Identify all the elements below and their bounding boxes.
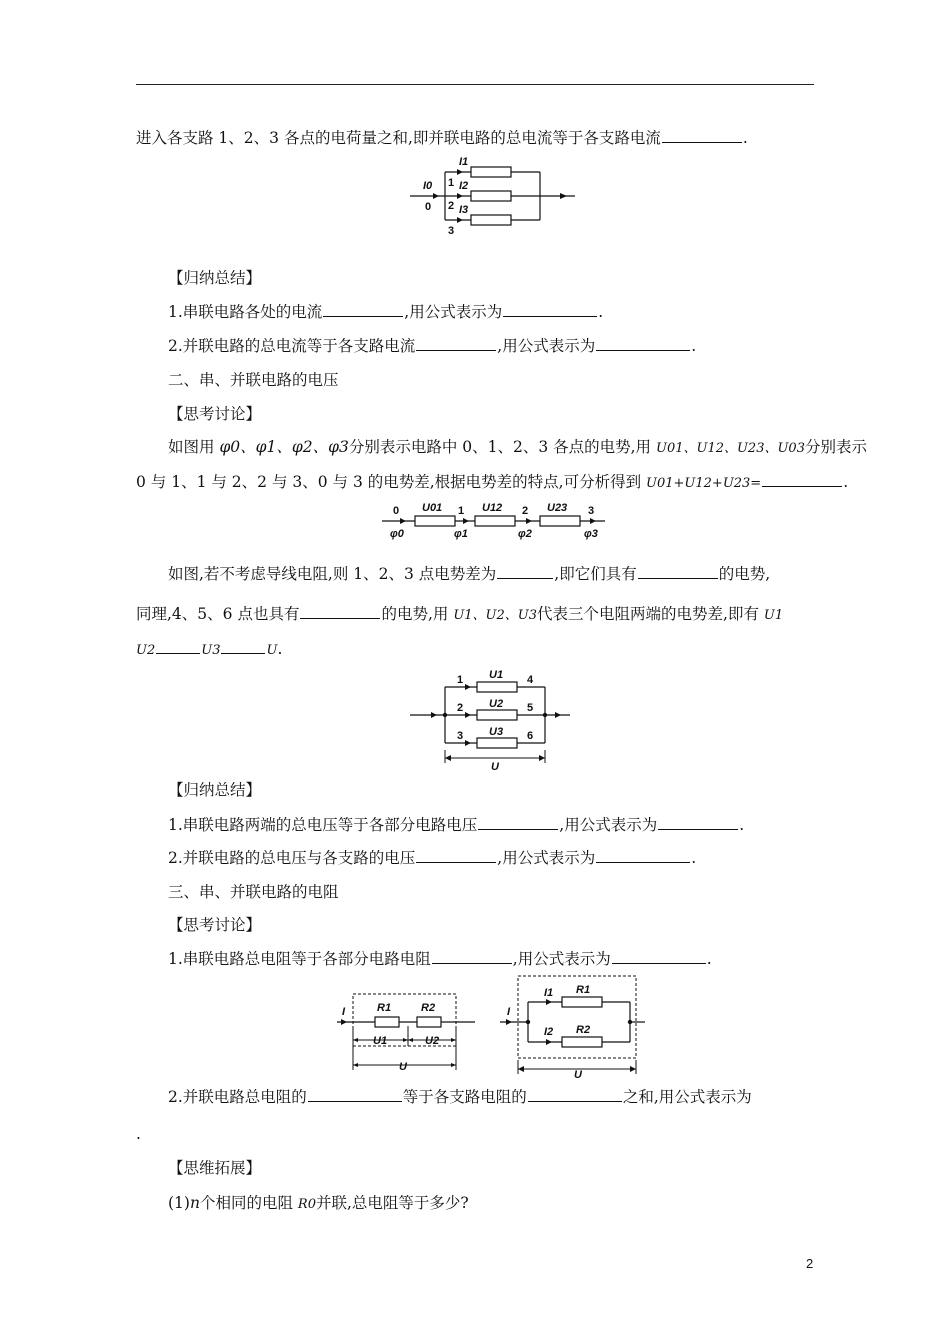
text: 如图,若不考虑导线电阻,则 1、2、3 点电势差为 [168,565,497,583]
node-3: 3 [457,730,464,742]
label-u3: U3 [489,726,504,738]
node-1: 1 [458,505,465,517]
node-2: 2 [522,505,529,517]
text: ,用公式表示为 [512,950,611,968]
text: . [691,337,697,355]
text: φ0、φ1、φ2、φ3 [219,438,349,456]
section-title-resistance: 三、串、并联电路的电阻 [168,883,339,901]
text: U2 [136,643,156,658]
node-6: 6 [527,730,534,742]
answer-blank[interactable] [497,564,553,579]
text: n [189,1194,200,1212]
extension-question-1 [168,1193,469,1215]
label-i2: I2 [544,1026,554,1038]
node-0: 0 [393,505,400,517]
node-3: 3 [448,225,455,237]
label-phi1: φ1 [454,528,468,540]
text: 同理,4、5、6 点也具有 [136,605,300,623]
text: 0 与 1、1 与 2、2 与 3、0 与 3 的电势差,根据电势差的特点,可分析得到 [136,473,642,491]
label-i1: I1 [544,987,554,999]
label-r1: R1 [576,984,591,996]
text: U1、U2、U3 [453,608,538,623]
node-2: 2 [457,702,464,714]
parallel-current-diagram [405,150,585,240]
text: 分别表示电路中 0、1、2、3 各点的电势,用 [348,438,652,456]
paragraph-parallel-voltage-1 [168,564,770,584]
text: 的电势, [718,565,771,583]
text: ,用公式表示为 [559,816,658,834]
text: . [277,640,283,658]
paragraph-potential-1 [168,437,867,459]
text: 分别表示 [804,438,867,456]
page-number: 2 [806,1256,814,1271]
text: R0 [297,1197,316,1212]
paragraph-parallel-voltage-3 [136,639,282,661]
label-u: U [399,1061,407,1073]
answer-blank[interactable] [658,815,738,830]
header-rule [136,84,814,85]
paragraph-end: . [136,1125,141,1143]
node-2: 2 [448,200,455,212]
answer-blank[interactable] [528,1087,622,1102]
node-1: 1 [457,674,464,686]
summary-heading: 【归纳总结】 [168,781,262,799]
label-phi0: φ0 [390,528,404,540]
answer-blank[interactable] [156,639,200,654]
answer-blank[interactable] [308,1087,402,1102]
discussion-heading: 【思考讨论】 [168,916,262,934]
label-u: U [491,761,499,770]
label-r1: R1 [377,1002,392,1014]
parallel-voltage-diagram [405,665,575,770]
text: 1.串联电路两端的总电压等于各部分电路电压 [168,816,478,834]
text: . [691,849,697,867]
text: (1) [168,1194,190,1212]
paragraph-parallel-voltage-2 [136,604,783,626]
text: 代表三个电阻两端的电势差,即有 [537,605,759,623]
text: 1.串联电路各处的电流 [168,303,323,321]
answer-blank[interactable] [300,604,380,619]
text: 2.并联电路的总电压与各支路的电压 [168,849,416,867]
label-i0: I0 [423,180,433,192]
text: 之和,用公式表示为 [622,1088,752,1106]
text: ,用公式表示为 [404,303,503,321]
node-5: 5 [527,702,534,714]
label-phi2: φ2 [518,528,532,540]
answer-blank[interactable] [762,472,842,487]
label-u01: U01 [422,502,443,514]
text: U01+U12+U23= [646,476,762,491]
label-r2: R2 [576,1024,591,1036]
answer-blank[interactable] [221,639,265,654]
answer-blank[interactable] [416,848,496,863]
node-1: 1 [448,177,455,189]
label-i1: I1 [459,156,469,168]
text: ,用公式表示为 [497,337,596,355]
parallel-resistance-diagram [498,972,648,1078]
summary-item-2 [168,848,696,868]
text: U1 [763,608,784,623]
extension-heading: 【思维拓展】 [168,1159,262,1177]
answer-blank[interactable] [503,302,597,317]
label-u1: U1 [489,669,504,681]
label-i: I [507,1006,511,1018]
discussion-heading: 【思考讨论】 [168,405,262,423]
text: 如图用 [168,438,215,456]
answer-blank[interactable] [478,815,558,830]
text: 个相同的电阻 [199,1194,293,1212]
label-u1: U1 [373,1035,388,1047]
label-u23: U23 [547,502,568,514]
text: 1.串联电路总电阻等于各部分电路电阻 [168,950,431,968]
label-u: U [574,1069,582,1078]
answer-blank[interactable] [432,949,512,964]
label-r2: R2 [421,1002,436,1014]
text: ,用公式表示为 [497,849,596,867]
text: U [266,643,278,658]
summary-heading: 【归纳总结】 [168,269,262,287]
label-i2: I2 [459,180,469,192]
text: 进入各支路 1、2、3 各点的电荷量之和,即并联电路的总电流等于各支路电流 [136,129,661,147]
summary-item-1 [168,302,603,322]
series-voltage-diagram [380,497,610,543]
node-3: 3 [588,505,595,517]
answer-blank[interactable] [662,128,742,143]
answer-blank[interactable] [596,336,690,351]
paragraph-current-sum [136,128,748,148]
text: . [739,816,745,834]
series-resistance-diagram [335,990,480,1076]
answer-blank[interactable] [416,336,496,351]
text: . [706,950,712,968]
answer-blank[interactable] [612,949,706,964]
section-title-voltage: 二、串、并联电路的电压 [168,371,339,389]
text: U01、U12、U23、U03 [655,441,805,456]
text: 的电势,用 [381,605,449,623]
label-phi3: φ3 [584,528,598,540]
text: 等于各支路电阻的 [402,1088,527,1106]
summary-item-1 [168,815,744,835]
node-0: 0 [425,201,432,213]
label-i: I [342,1006,346,1018]
text: 2.并联电路总电阻的 [168,1088,307,1106]
text: 并联,总电阻等于多少? [315,1194,469,1212]
text: . [843,473,849,491]
label-u2: U2 [489,698,504,710]
label-u2: U2 [425,1035,440,1047]
label-u12: U12 [482,502,503,514]
summary-item-2 [168,336,696,356]
text: ,即它们具有 [554,565,637,583]
answer-blank[interactable] [323,302,403,317]
answer-blank[interactable] [596,848,690,863]
text: . [598,303,604,321]
node-4: 4 [527,674,534,686]
text: 2.并联电路的总电流等于各支路电流 [168,337,416,355]
answer-blank[interactable] [638,564,718,579]
text: . [742,129,748,147]
paragraph-parallel-resistance [168,1087,752,1107]
text: U3 [201,643,221,658]
paragraph-series-resistance [168,949,712,969]
label-i3: I3 [459,204,469,216]
paragraph-potential-2 [136,472,848,494]
